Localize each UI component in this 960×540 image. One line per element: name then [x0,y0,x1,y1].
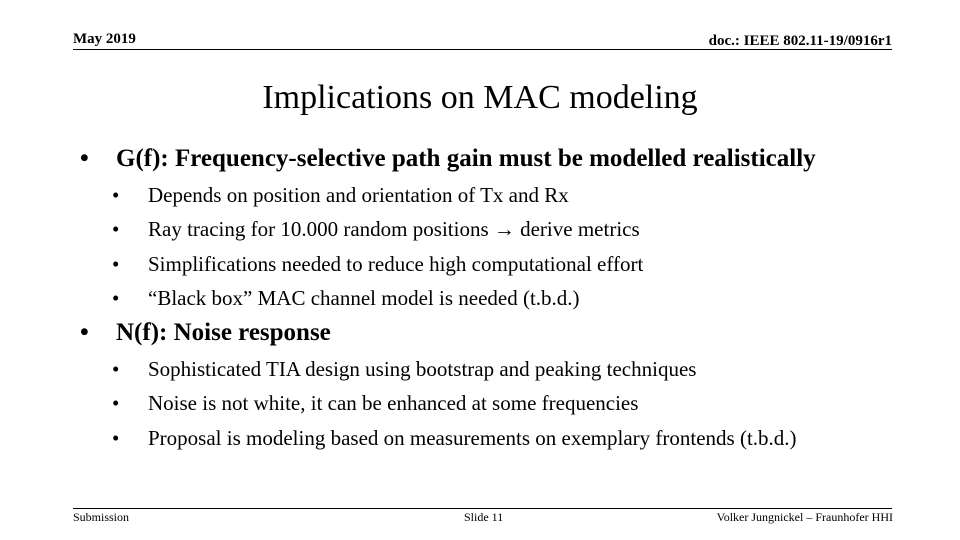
header-date: May 2019 [73,31,136,47]
sub-bullet-text: Noise is not white, it can be enhanced at some frequencies [148,391,639,416]
sub-bullet-text: Simplifications needed to reduce high computational effort [148,251,644,276]
sub-bullet-text: Sophisticated TIA design using bootstrap and peaking techniques [148,357,697,381]
bullet-text: G(f): Frequency-selective path gain must be modelled realistically [116,145,816,172]
footer-submission: Submission [73,510,130,524]
bullet-icon: • [80,319,89,346]
bullet-icon: • [112,357,120,381]
bullet-icon: • [112,183,120,207]
header-document-id: doc.: IEEE 802.11-19/0916r1 [708,33,892,49]
bullet-icon: • [112,251,120,276]
bullet-text: N(f): Noise response [116,319,331,346]
bullet-icon: • [112,425,120,450]
bullet-icon: • [112,217,120,242]
footer-slide-number: Slide 11 [464,510,504,524]
bullet-icon: • [112,391,120,416]
sub-bullet-text: “Black box” MAC channel model is needed (t.b.d.) [148,285,580,310]
bullet-icon: • [112,285,120,310]
footer-divider [73,508,892,509]
sub-bullet-text: Depends on position and orientation of Tx and Rx [148,183,569,207]
sub-bullet-text: Proposal is modeling based on measurements on exemplary frontends (t.b.d.) [148,425,797,450]
footer-author: Volker Jungnickel – Fraunhofer HHI [716,510,893,524]
sub-bullet-text: Ray tracing for 10.000 random positions → derive metrics [148,217,640,242]
header-divider [73,49,892,50]
slide-title: Implications on MAC modeling [262,79,698,116]
bullet-icon: • [80,145,89,172]
